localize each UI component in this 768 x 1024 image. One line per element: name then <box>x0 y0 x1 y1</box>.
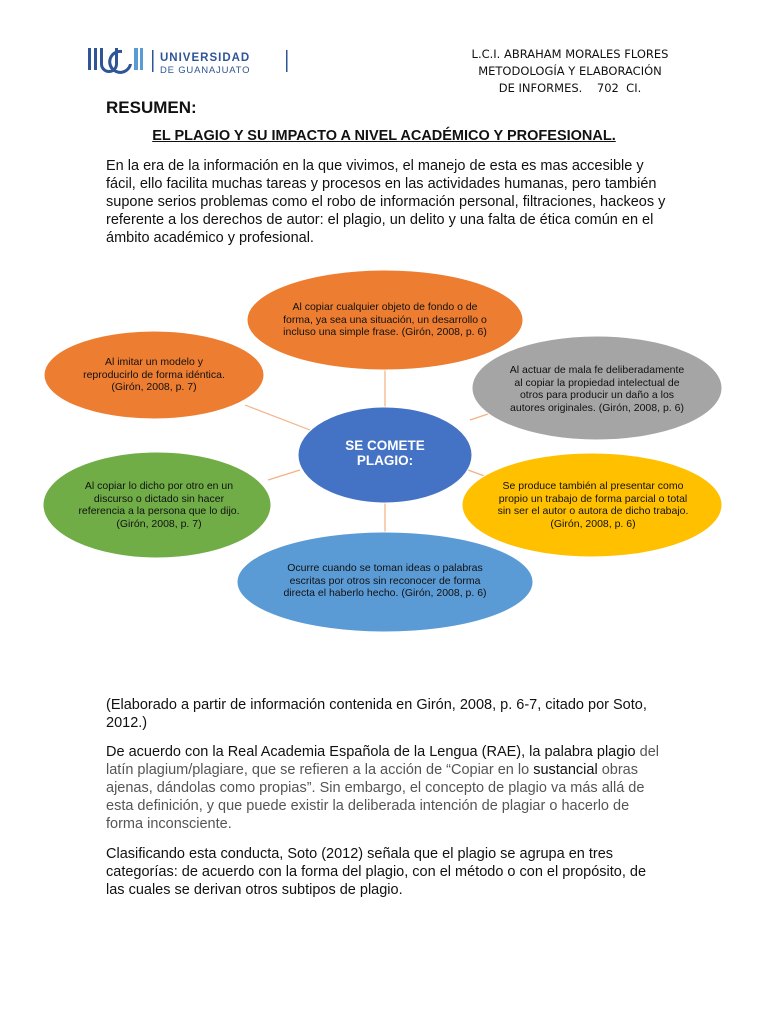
course-line2: DE INFORMES. 702 CI. <box>498 81 642 95</box>
node-bottom-right-text: Se produce también al presentar como propio un trabajo de forma parcial o total sin ser el autor o autora de dicho trabajo. (Girón, 2008, p. 6) <box>497 480 689 530</box>
document-title: EL PLAGIO Y SU IMPACTO A NIVEL ACADÉMICO Y PROFESIONAL. <box>152 128 616 144</box>
resumen-label: RESUMEN: <box>106 98 197 117</box>
connector-top-left <box>245 405 310 430</box>
credit-paragraph: (Elaborado a partir de información contenida en Girón, 2008, p. 6-7, citado por Soto, 2012.) <box>106 697 647 731</box>
course-line1: METODOLOGÍA Y ELABORACIÓN <box>478 64 662 78</box>
node-top-text: Al copiar cualquier objeto de fondo o de forma, ya sea una situación, un desarrollo o incluso una simple frase. (Girón, 2008, p. 6) <box>283 301 487 339</box>
node-center-text: SE COMETE PLAGIO: <box>345 438 425 468</box>
university-logo <box>86 44 296 80</box>
classification-paragraph: Clasificando esta conducta, Soto (2012) señala que el plagio se agrupa en tres categorías: de acuerdo con la forma del plagio, con el método o con el propósito, de las cuales se derivan otros subtipos de plagio. <box>106 846 647 898</box>
logo-text-line1: UNIVERSIDAD <box>160 52 251 64</box>
connector-bottom-left <box>268 470 300 480</box>
rae-part1: De acuerdo con la Real Academia Española de la Lengua (RAE), la palabra plagio <box>106 744 640 760</box>
node-top-left-text: Al imitar un modelo y reproducirlo de forma idéntica.(Girón, 2008, p. 7) <box>83 356 225 394</box>
rae-part3: sustancial <box>533 762 598 778</box>
node-bottom-left-text: Al copiar lo dicho por otro en un discurso o dictado sin hacer referencia a la persona que lo dijo. (Girón, 2008, p. 7) <box>78 480 240 530</box>
rae-part2: del latín plagium/plagiare, que se refieren a la acción de “Copiar en lo <box>106 744 659 778</box>
node-bottom-text: Ocurre cuando se toman ideas o palabras escritas por otros sin reconocer de forma directa el haberlo hecho. (Girón, 2008, p. 6) <box>283 562 487 600</box>
rae-paragraph <box>106 743 666 833</box>
node-top-right-text: Al actuar de mala fe deliberadamente al copiar la propiedad intelectual de otros para producir un daño a los autores originales. (Girón, 2008, p. 6) <box>509 364 685 414</box>
author-block <box>420 46 720 97</box>
plagiarism-diagram <box>0 270 768 650</box>
ug-monogram-icon <box>88 48 143 74</box>
logo-text-line2: DE GUANAJUATO <box>160 65 251 76</box>
author-name: L.C.I. ABRAHAM MORALES FLORES <box>471 47 669 61</box>
intro-paragraph: En la era de la información en la que vivimos, el manejo de esta es mas accesible y fácil, ello facilita muchas tareas y procesos en las actividades humanas, pero también supone serios problemas como el robo de información personal, filtraciones, hackeos y referente a los derechos de autor: el plagio, un delito y una falta de ética común en el ámbito académico y profesional. <box>106 158 666 246</box>
rae-part4: obras ajenas, dándolas como propias”. Sin embargo, el concepto de plagio va más allá de esta definición, y que puede existir la deliberada intención de plagiar o hacerlo de forma inconsciente. <box>106 762 645 832</box>
